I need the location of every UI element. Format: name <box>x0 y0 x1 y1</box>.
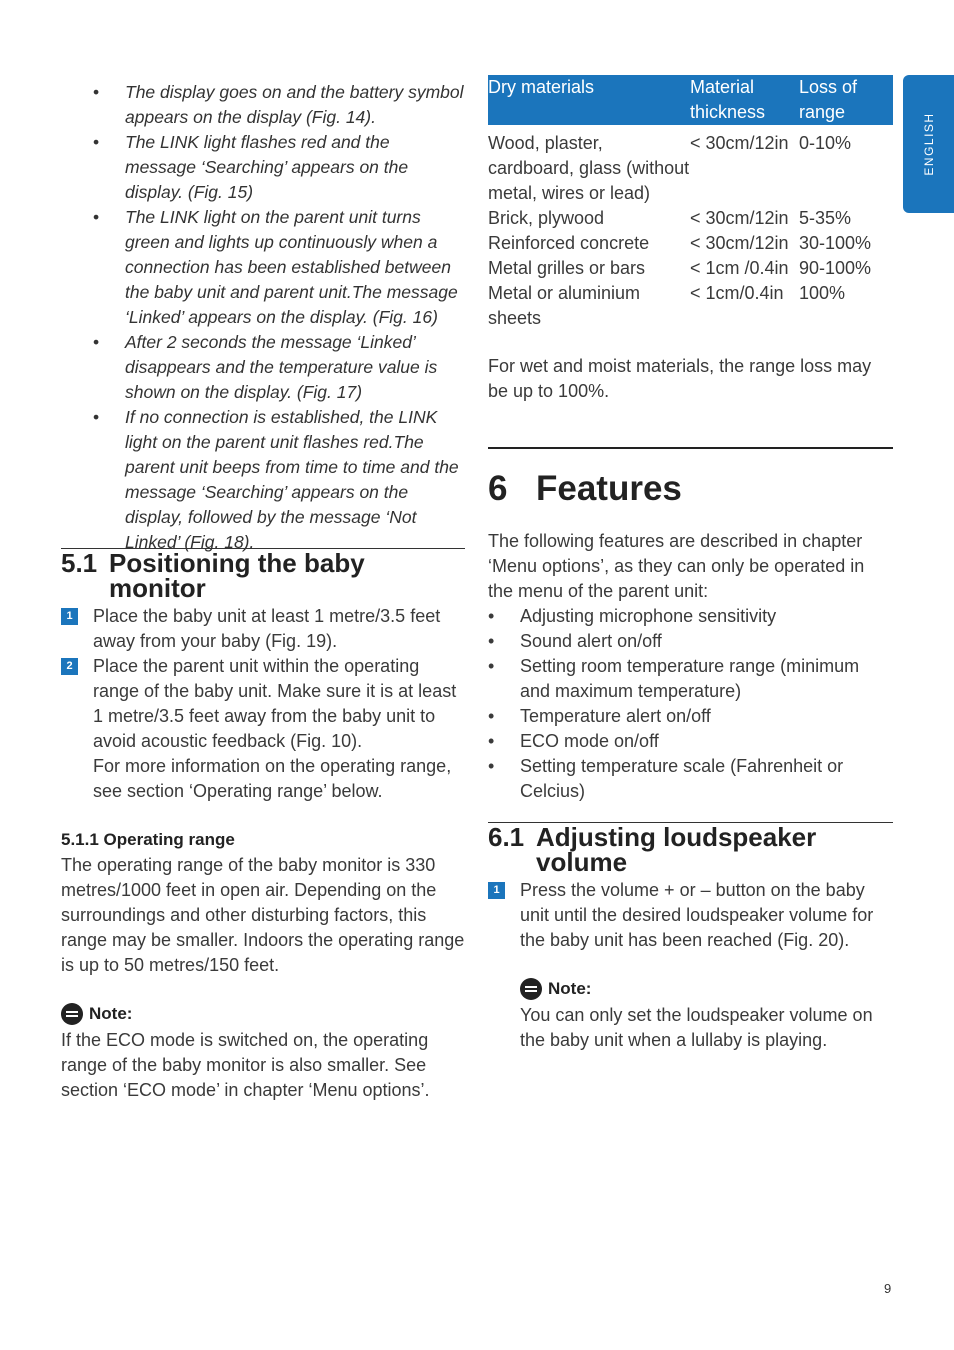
table-header-row <box>488 75 893 125</box>
table-cell: Metal grilles or bars <box>488 258 646 278</box>
range-loss-table <box>488 75 893 331</box>
table-cell: < 30cm/12in <box>690 133 789 153</box>
step-1 <box>61 604 465 654</box>
features-intro: The following features are described in chapter ‘Menu options’, as they can only be operated in the menu of the parent unit: <box>488 531 865 601</box>
table-cell: < 1cm/0.4in <box>690 283 784 303</box>
step-2 <box>61 654 465 804</box>
chapter-number: 6 <box>488 469 508 508</box>
table-cell: 5-35% <box>799 208 852 228</box>
chapter-6-heading <box>488 447 893 509</box>
step-text: Press the volume + or – button on the baby unit until the desired loudspeaker volume for the baby unit has been reached (Fig. 20). <box>520 880 874 950</box>
feature-item: • Setting temperature scale (Fahrenheit or Celcius) <box>488 754 893 804</box>
note-label: Note: <box>89 1004 133 1023</box>
note-body: If the ECO mode is switched on, the operating range of the baby monitor is also smaller. See section ‘ECO mode’ in chapter ‘Menu options’. <box>61 1030 430 1100</box>
step-text: Place the parent unit within the operating range of the baby unit. Make sure it is at least 1 metre/3.5 feet away from the baby unit to avoid acoustic feedback (Fig. 10). <box>93 656 457 751</box>
table-row <box>488 256 893 281</box>
note-heading <box>61 1003 132 1025</box>
features-bullet-list <box>488 604 893 804</box>
bullet-item: • The display goes on and the battery symbol appears on the display (Fig. 14). <box>61 80 465 130</box>
bullet-item: • The LINK light on the parent unit turns green and lights up continuously when a connection has been established between the baby unit and parent unit.The message ‘Linked’ appears on the display. (Fig. 16) <box>61 205 465 330</box>
step-number-badge: 1 <box>61 608 78 625</box>
bullet-item: • The LINK light flashes red and the message ‘Searching’ appears on the display. (Fig. 15) <box>61 130 465 205</box>
operating-range-paragraph: The operating range of the baby monitor is 330 metres/1000 feet in open air. Depending on the surroundings and other disturbing factors, this range may be smaller. Indoors the operating range is up to 50 metres/150 feet. <box>61 855 465 975</box>
table-cell: Brick, plywood <box>488 208 605 228</box>
table-cell: Reinforced concrete <box>488 233 650 253</box>
table-cell: 30-100% <box>799 233 872 253</box>
table-row <box>488 125 893 206</box>
section-title-line2: monitor <box>109 573 206 603</box>
feature-item: • Adjusting microphone sensitivity <box>488 604 893 629</box>
table-cell: Metal or aluminium sheets <box>488 283 641 328</box>
section-title-line2: volume <box>536 847 628 877</box>
note-icon <box>520 978 542 1000</box>
chapter-title: Features <box>536 469 682 508</box>
feature-item: • ECO mode on/off <box>488 729 893 754</box>
note-body: You can only set the loudspeaker volume on the baby unit when a lullaby is playing. <box>520 1005 873 1050</box>
step-extra-text: For more information on the operating range, see section ‘Operating range’ below. <box>93 756 452 801</box>
page-number: 9 <box>884 1281 892 1296</box>
table-cell: 90-100% <box>799 258 872 278</box>
wet-materials-paragraph: For wet and moist materials, the range loss may be up to 100%. <box>488 356 872 401</box>
table-row <box>488 231 893 256</box>
bullet-item: • After 2 seconds the message ‘Linked’ disappears and the temperature value is shown on the display. (Fig. 17) <box>61 330 465 405</box>
note-label: Note: <box>548 979 592 998</box>
table-cell: < 1cm /0.4in <box>690 258 789 278</box>
feature-item: • Sound alert on/off <box>488 629 893 654</box>
table-row <box>488 281 893 331</box>
table-cell: 0-10% <box>799 133 852 153</box>
section-5-1-1-heading: 5.1.1 Operating range <box>61 830 235 849</box>
section-5-1-heading <box>61 548 465 601</box>
step-number-badge: 2 <box>61 658 78 675</box>
table-cell: < 30cm/12in <box>690 233 789 253</box>
table-cell: 100% <box>799 283 846 303</box>
step-text: Place the baby unit at least 1 metre/3.5 feet away from your baby (Fig. 19). <box>93 606 441 651</box>
step-number-badge: 1 <box>488 882 505 899</box>
section-6-1-heading <box>488 822 893 875</box>
column-header: Dry materials <box>488 75 690 125</box>
table-cell: Wood, plaster, cardboard, glass (without metal, wires or lead) <box>488 133 690 203</box>
language-tab-label: ENGLISH <box>921 112 936 176</box>
status-bullet-list <box>61 80 465 555</box>
note-icon <box>61 1003 83 1025</box>
section-number: 6.1 <box>488 822 525 852</box>
column-header: Material thickness <box>690 75 799 125</box>
feature-item: • Setting room temperature range (minimum and maximum temperature) <box>488 654 893 704</box>
section-title-line1: Adjusting loudspeaker <box>536 822 817 852</box>
language-tab <box>903 75 954 213</box>
step-1 <box>488 878 893 953</box>
note-heading <box>520 978 591 1000</box>
table-cell: < 30cm/12in <box>690 208 789 228</box>
table-row <box>488 206 893 231</box>
bullet-item: • If no connection is established, the LINK light on the parent unit flashes red.The parent unit beeps from time to time and the message ‘Searching’ appears on the display, followed by the message ‘Not Linked’ (Fig. 18). <box>61 405 465 555</box>
section-title-line1: Positioning the baby <box>109 548 365 578</box>
section-number: 5.1 <box>61 548 98 578</box>
column-header: Loss of range <box>799 75 893 125</box>
feature-item: • Temperature alert on/off <box>488 704 893 729</box>
